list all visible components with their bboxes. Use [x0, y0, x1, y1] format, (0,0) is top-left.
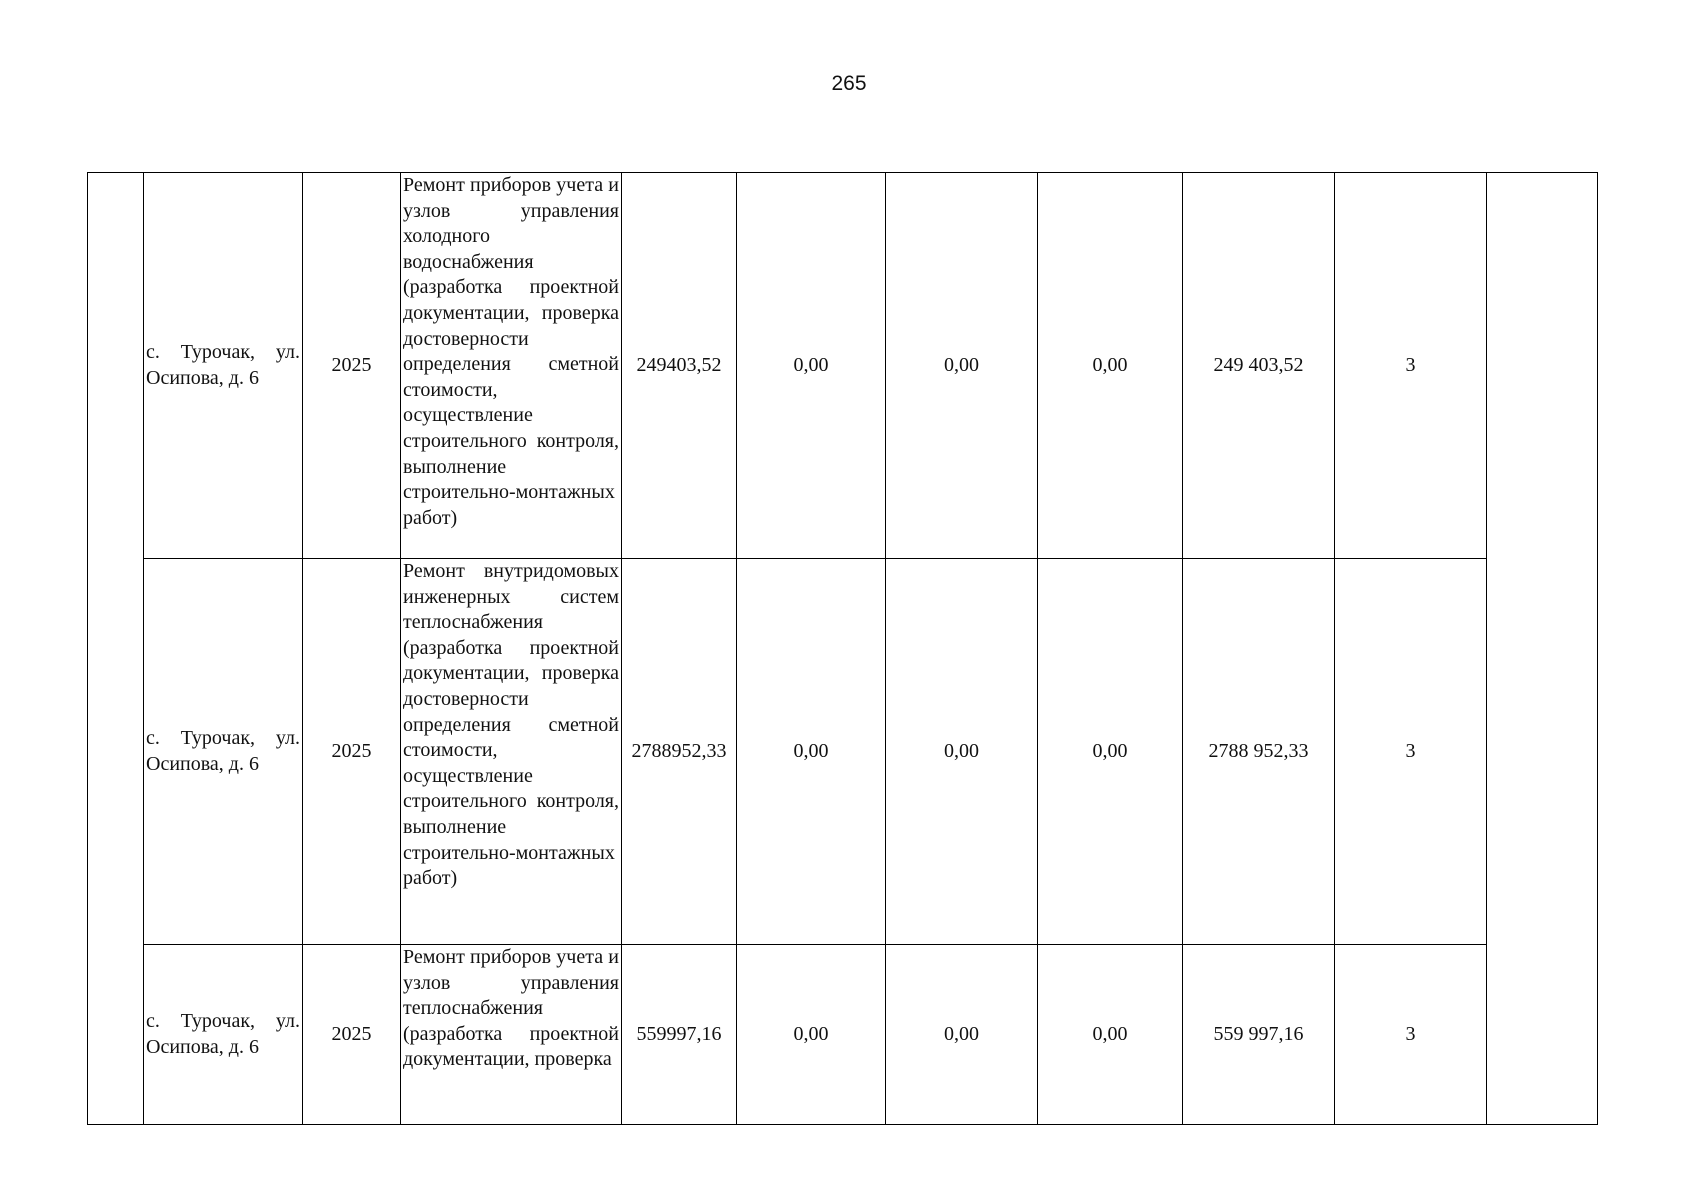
amount-cell: 0,00 [1038, 173, 1183, 559]
amount-cell: 0,00 [886, 173, 1038, 559]
table-row [88, 559, 1598, 945]
table-row [88, 945, 1598, 1125]
work-description-cell: Ремонт приборов учета и узлов управления теплоснабжения (разработка проектной документации, проверка [401, 945, 622, 1125]
total-cell: 559 997,16 [1183, 945, 1335, 1125]
total-cell: 2788 952,33 [1183, 559, 1335, 945]
amount-cell: 0,00 [1038, 945, 1183, 1125]
amount-cell: 0,00 [737, 945, 886, 1125]
address-cell: с. Турочак, ул. Осипова, д. 6 [144, 559, 303, 945]
address-cell: с. Турочак, ул. Осипова, д. 6 [144, 173, 303, 559]
cost-cell: 559997,16 [622, 945, 737, 1125]
year-cell: 2025 [303, 945, 401, 1125]
note-cell [1487, 173, 1598, 1125]
year-cell: 2025 [303, 559, 401, 945]
cost-cell: 2788952,33 [622, 559, 737, 945]
repair-plan-table [87, 172, 1598, 1125]
amount-cell: 0,00 [886, 559, 1038, 945]
row-number-cell [88, 173, 144, 1125]
page-number: 265 [831, 72, 867, 95]
code-cell: 3 [1335, 173, 1487, 559]
cost-cell: 249403,52 [622, 173, 737, 559]
total-cell: 249 403,52 [1183, 173, 1335, 559]
table-row [88, 173, 1598, 559]
amount-cell: 0,00 [737, 559, 886, 945]
year-cell: 2025 [303, 173, 401, 559]
work-description-cell: Ремонт внутридомовых инженерных систем теплоснабжения (разработка проектной документации, проверка достоверности определения сметной стоимости, осуществление строительного контроля, выполнение строительно-монтажных работ) [401, 559, 622, 945]
address-cell: с. Турочак, ул. Осипова, д. 6 [144, 945, 303, 1125]
code-cell: 3 [1335, 945, 1487, 1125]
code-cell: 3 [1335, 559, 1487, 945]
work-description-cell: Ремонт приборов учета и узлов управления холодного водоснабжения (разработка проектной документации, проверка достоверности определения сметной стоимости, осуществление строительного контроля, выполнение строительно-монтажных работ) [401, 173, 622, 559]
amount-cell: 0,00 [886, 945, 1038, 1125]
amount-cell: 0,00 [737, 173, 886, 559]
amount-cell: 0,00 [1038, 559, 1183, 945]
